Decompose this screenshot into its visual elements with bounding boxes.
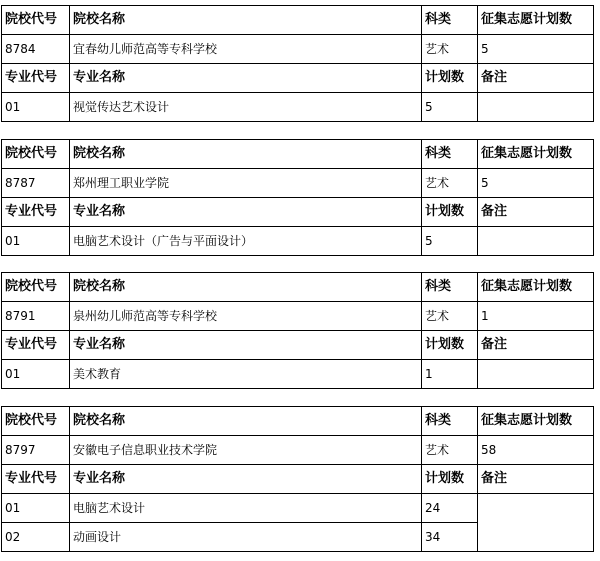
- school-category: 艺术: [422, 35, 478, 64]
- major-plan: 5: [422, 227, 478, 256]
- major-code-header: 专业代号: [2, 465, 70, 494]
- category-header: 科类: [422, 6, 478, 35]
- school-category: 艺术: [422, 436, 478, 465]
- major-note: [478, 93, 594, 122]
- school-block: [1, 139, 594, 256]
- school-row: [2, 436, 594, 465]
- major-row: [2, 494, 594, 523]
- major-name-header: 专业名称: [70, 64, 422, 93]
- plan-header: 计划数: [422, 465, 478, 494]
- plan-header: 计划数: [422, 331, 478, 360]
- school-row: [2, 302, 594, 331]
- major-note: [478, 494, 594, 552]
- major-code: 01: [2, 93, 70, 122]
- note-header: 备注: [478, 331, 594, 360]
- school-code-header: 院校代号: [2, 273, 70, 302]
- major-plan: 24: [422, 494, 478, 523]
- school-category: 艺术: [422, 169, 478, 198]
- major-header-row: [2, 64, 594, 93]
- major-code: 01: [2, 360, 70, 389]
- major-row: [2, 227, 594, 256]
- school-category: 艺术: [422, 302, 478, 331]
- quota-header: 征集志愿计划数: [478, 6, 594, 35]
- school-code: 8797: [2, 436, 70, 465]
- school-code: 8787: [2, 169, 70, 198]
- school-name-header: 院校名称: [70, 140, 422, 169]
- major-row: [2, 360, 594, 389]
- major-note: [478, 227, 594, 256]
- plan-header: 计划数: [422, 64, 478, 93]
- major-code-header: 专业代号: [2, 198, 70, 227]
- major-name: 电脑艺术设计: [70, 494, 422, 523]
- major-plan: 1: [422, 360, 478, 389]
- major-header-row: [2, 465, 594, 494]
- major-plan: 34: [422, 523, 478, 552]
- major-plan: 5: [422, 93, 478, 122]
- school-quota: 5: [478, 169, 594, 198]
- school-name: 泉州幼儿师范高等专科学校: [70, 302, 422, 331]
- major-name: 动画设计: [70, 523, 422, 552]
- major-note: [478, 360, 594, 389]
- school-code-header: 院校代号: [2, 6, 70, 35]
- school-header-row: [2, 140, 594, 169]
- school-block: [1, 406, 594, 552]
- major-name: 电脑艺术设计（广告与平面设计）: [70, 227, 422, 256]
- school-name-header: 院校名称: [70, 407, 422, 436]
- major-name-header: 专业名称: [70, 198, 422, 227]
- school-name-header: 院校名称: [70, 273, 422, 302]
- school-code: 8791: [2, 302, 70, 331]
- school-header-row: [2, 6, 594, 35]
- school-name: 郑州理工职业学院: [70, 169, 422, 198]
- major-code: 01: [2, 494, 70, 523]
- note-header: 备注: [478, 198, 594, 227]
- category-header: 科类: [422, 407, 478, 436]
- major-name-header: 专业名称: [70, 465, 422, 494]
- major-header-row: [2, 331, 594, 360]
- school-row: [2, 35, 594, 64]
- quota-header: 征集志愿计划数: [478, 407, 594, 436]
- major-code-header: 专业代号: [2, 64, 70, 93]
- plan-header: 计划数: [422, 198, 478, 227]
- major-header-row: [2, 198, 594, 227]
- school-header-row: [2, 407, 594, 436]
- school-quota: 1: [478, 302, 594, 331]
- school-header-row: [2, 273, 594, 302]
- school-code-header: 院校代号: [2, 407, 70, 436]
- school-code-header: 院校代号: [2, 140, 70, 169]
- school-row: [2, 169, 594, 198]
- quota-header: 征集志愿计划数: [478, 140, 594, 169]
- school-name: 安徽电子信息职业技术学院: [70, 436, 422, 465]
- major-name: 美术教育: [70, 360, 422, 389]
- major-code-header: 专业代号: [2, 331, 70, 360]
- major-name-header: 专业名称: [70, 331, 422, 360]
- school-quota: 5: [478, 35, 594, 64]
- school-name: 宜春幼儿师范高等专科学校: [70, 35, 422, 64]
- category-header: 科类: [422, 273, 478, 302]
- school-quota: 58: [478, 436, 594, 465]
- major-name: 视觉传达艺术设计: [70, 93, 422, 122]
- school-block: [1, 272, 594, 389]
- school-code: 8784: [2, 35, 70, 64]
- note-header: 备注: [478, 64, 594, 93]
- note-header: 备注: [478, 465, 594, 494]
- school-name-header: 院校名称: [70, 6, 422, 35]
- major-code: 01: [2, 227, 70, 256]
- category-header: 科类: [422, 140, 478, 169]
- major-row: [2, 93, 594, 122]
- quota-header: 征集志愿计划数: [478, 273, 594, 302]
- school-block: [1, 5, 594, 122]
- major-code: 02: [2, 523, 70, 552]
